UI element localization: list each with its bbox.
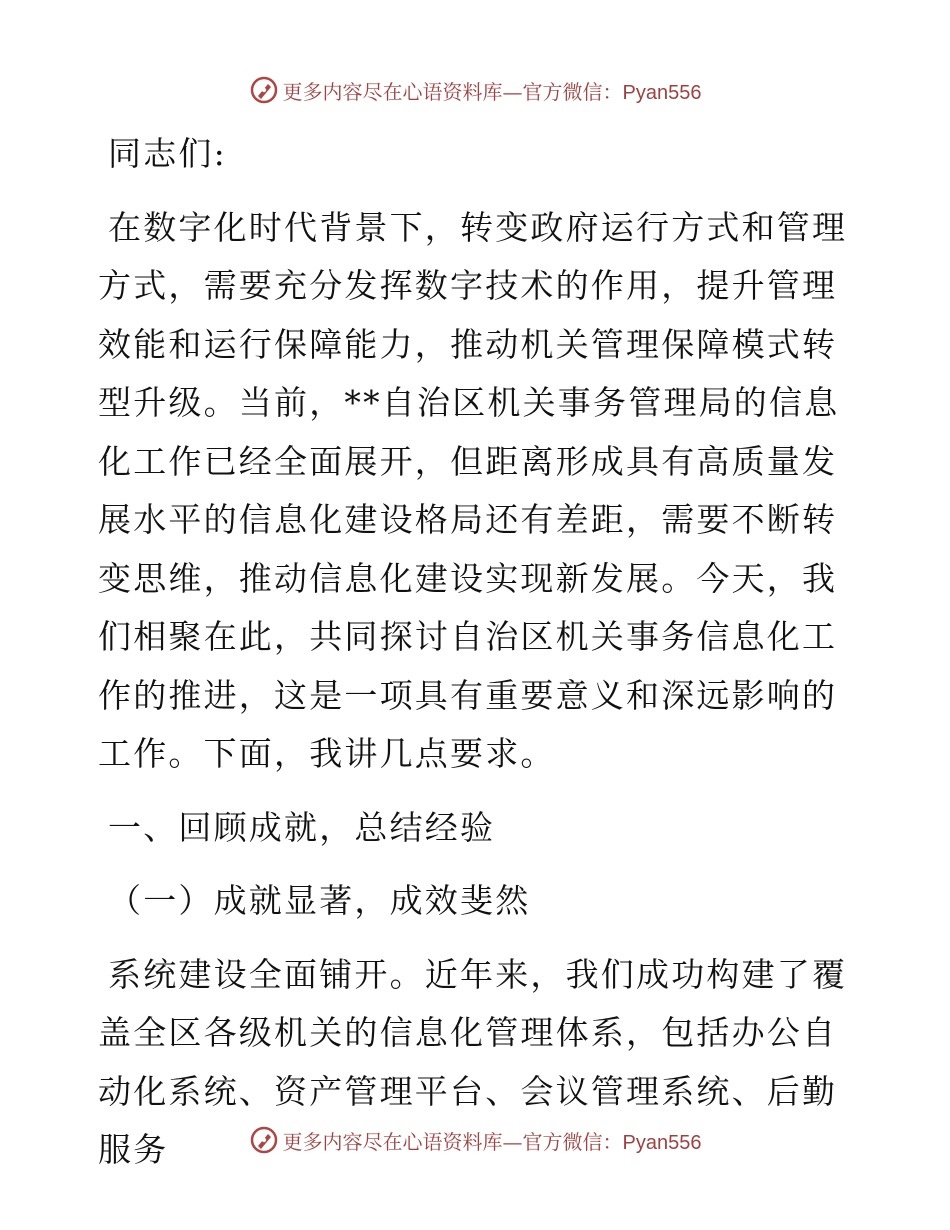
banner-wechat-id: Pyan556 [622,81,702,104]
section-heading-1: 一、回顾成就，总结经验 [108,807,496,847]
header-banner [0,70,950,110]
banner-dash: — [502,1129,523,1154]
subsection-heading-1: （一）成就显著，成效斐然 [108,881,531,920]
banner-wechat-label: 官方微信： [522,1129,623,1154]
banner-text [283,1126,702,1155]
document-body [98,125,858,1180]
pen-logo-icon [249,1125,279,1155]
banner-wechat-id: Pyan556 [622,1131,702,1154]
banner-wechat-label: 官方微信： [522,79,623,104]
paragraph-system-building: 系统建设全面铺开。近年来，我们成功构建了覆盖全区各级机关的信息化管理体系，包括办公自动化系统、资产管理平台、会议管理系统、后勤服务 [98,954,848,1169]
banner-dash: — [502,79,523,104]
greeting: 同志们: [108,134,227,173]
banner-text [283,76,702,105]
pen-logo-icon [249,75,279,105]
banner-library-name: 更多内容尽在心语资料库 [282,1129,503,1154]
banner-library-name: 更多内容尽在心语资料库 [282,79,503,104]
paragraph-intro: 在数字化时代背景下，转变政府运行方式和管理方式，需要充分发挥数字技术的作用，提升管理效能和运行保障能力，推动机关管理保障模式转型升级。当前，**自治区机关事务管理局的信息化工作已经全面展开，但距离形成具有高质量发展水平的信息化建设格局还有差距，需要不断转变思维，推动信息化建设实现新发展。今天，我们相聚在此，共同探讨自治区机关事务信息化工作的推进，这是一项具有重要意义和深远影响的工作。下面，我讲几点要求。 [98,207,848,773]
footer-banner [0,1120,950,1160]
